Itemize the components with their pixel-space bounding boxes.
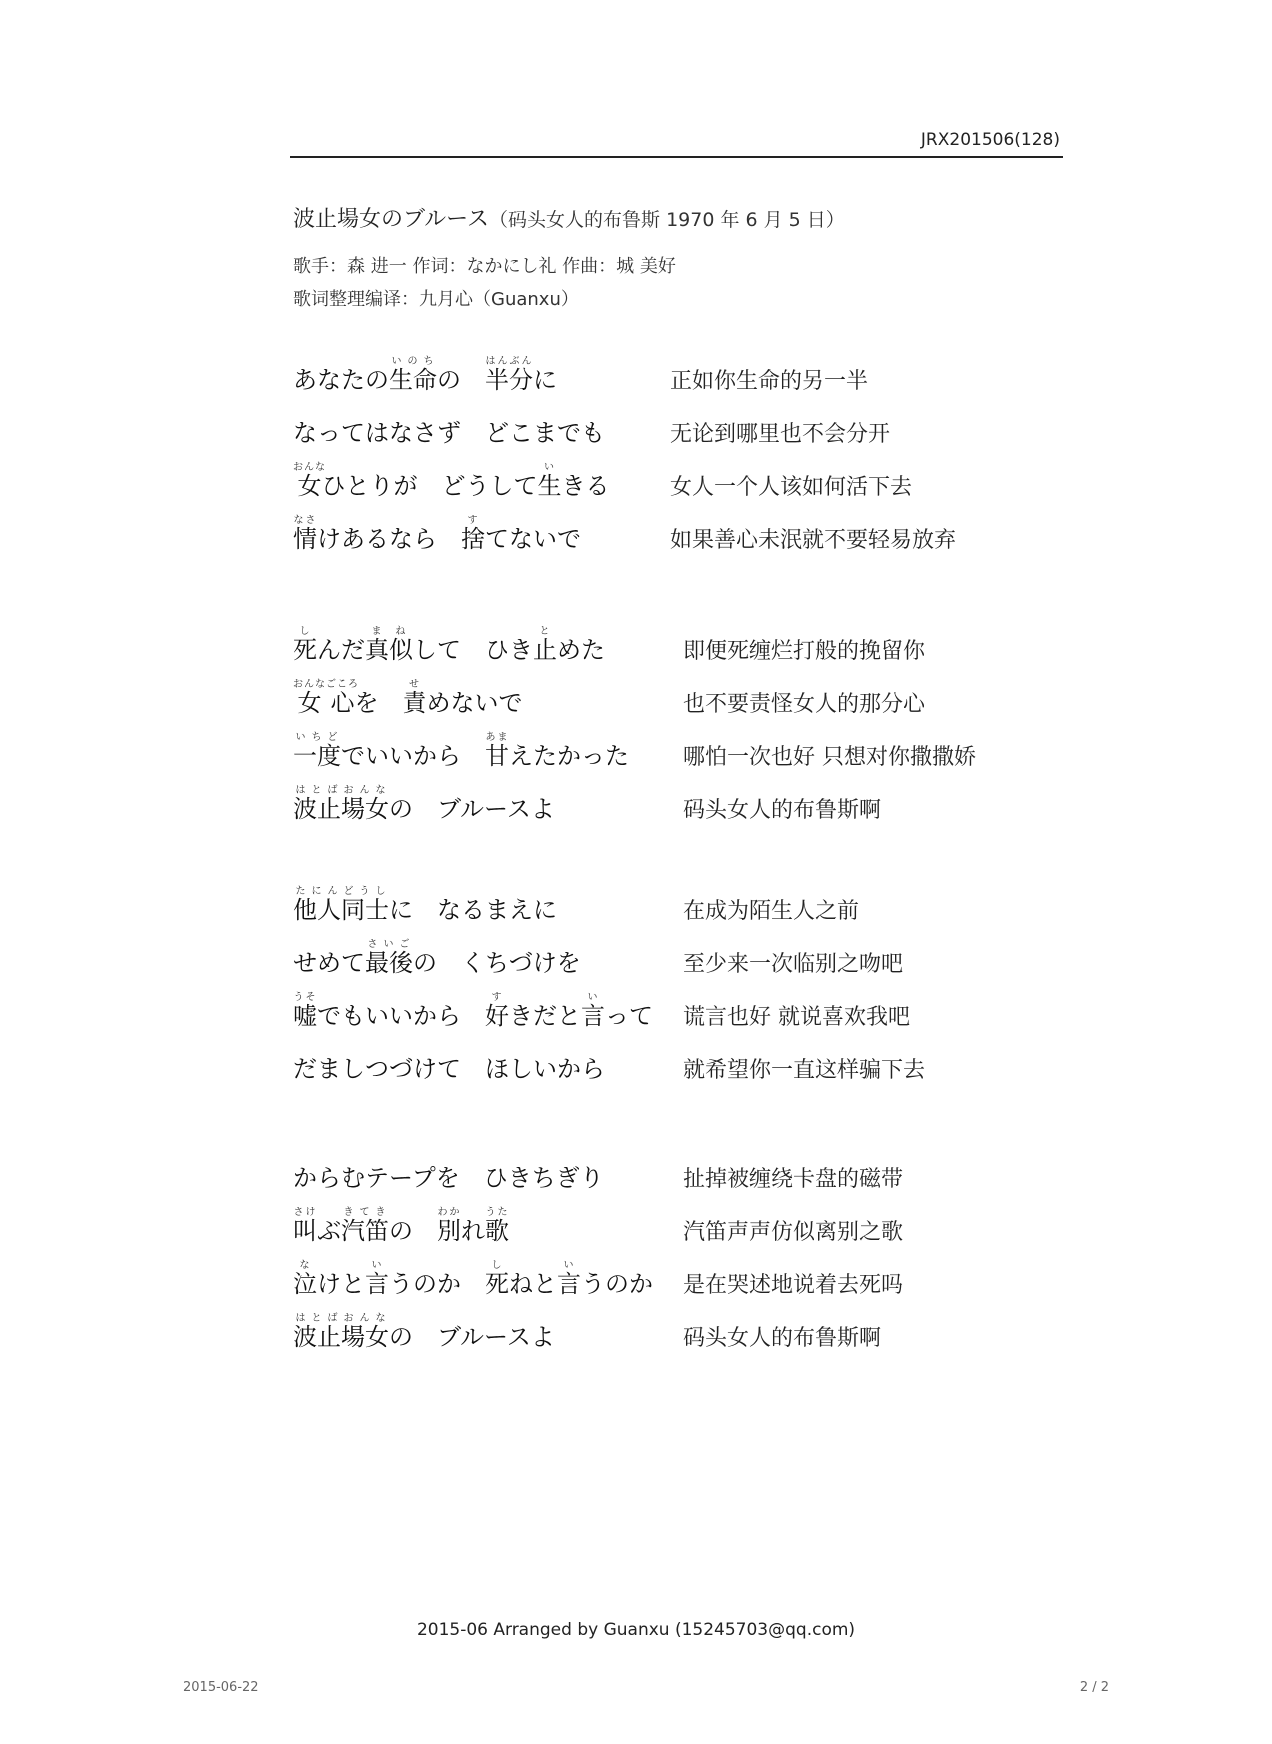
lyric-line	[0, 509, 1272, 562]
lyric-japanese: あなたの生命いのちの 半分はんぶんに	[293, 356, 557, 394]
lyric-chinese: 扯掉被缠绕卡盘的磁带	[683, 1167, 904, 1192]
lyric-japanese: 叫さけぶ汽笛きてきの 別わかれ歌うた	[293, 1207, 509, 1245]
lyric-chinese: 至少来一次临别之吻吧	[683, 952, 904, 977]
lyric-chinese: 女人一个人该如何活下去	[670, 475, 913, 500]
lyric-japanese: 一度いちどでいいから 甘あまえたかった	[293, 732, 629, 770]
lyric-japanese: 嘘うそでもいいから 好すきだと言いって	[293, 992, 653, 1030]
document-code: JRX201506(128)	[920, 130, 1060, 150]
lyric-chinese: 是在哭述地说着去死吗	[683, 1273, 904, 1298]
lyric-chinese: 就希望你一直这样骗下去	[683, 1058, 926, 1083]
lyric-japanese: なってはなさず どこまでも	[293, 419, 605, 447]
song-title	[293, 202, 845, 233]
footer-date: 2015-06-22	[183, 1680, 259, 1695]
lyric-chinese: 如果善心未泯就不要轻易放弃	[670, 528, 957, 553]
lyric-japanese: 女おんなひとりが どうして生いきる	[293, 462, 610, 500]
lyric-chinese: 即便死缠烂打般的挽留你	[683, 639, 926, 664]
lyric-chinese: 无论到哪里也不会分开	[670, 422, 891, 447]
footer-credit: 2015-06 Arranged by Guanxu (15245703@qq.com)	[416, 1620, 856, 1640]
lyric-chinese: 谎言也好 就说喜欢我吧	[683, 1005, 910, 1030]
song-title-main: 波止場女のブルース	[293, 207, 490, 232]
lyric-japanese: せめて最後さいごの くちづけを	[293, 939, 581, 977]
lyric-line	[0, 456, 1272, 509]
page-number: 2 / 2	[1079, 1680, 1109, 1695]
lyric-line	[0, 1254, 1272, 1307]
lyric-line	[0, 880, 1272, 933]
lyric-chinese: 也不要责怪女人的那分心	[683, 692, 926, 717]
lyric-line	[0, 1307, 1272, 1360]
song-title-sub: （码头女人的布鲁斯 1970 年 6 月 5 日）	[489, 209, 845, 231]
lyric-japanese: からむテープを ひきちぎり	[293, 1164, 604, 1192]
lyric-line	[0, 986, 1272, 1039]
lyric-chinese: 汽笛声声仿似离别之歌	[683, 1220, 904, 1245]
lyric-japanese: 泣なけと言いうのか 死しねと言いうのか	[293, 1260, 653, 1298]
lyric-line	[0, 403, 1272, 456]
translator-line: 歌词整理编译：九月心（Guanxu）	[293, 289, 579, 310]
lyric-chinese: 码头女人的布鲁斯啊	[683, 1326, 882, 1351]
lyric-line	[0, 779, 1272, 832]
lyric-japanese: 他人同士たにんどうしに なるまえに	[293, 886, 557, 924]
lyric-chinese: 在成为陌生人之前	[683, 899, 860, 924]
credits-line: 歌手：森 进一 作词：なかにし礼 作曲：城 美好	[293, 256, 676, 277]
lyric-chinese: 哪怕一次也好 只想对你撒撒娇	[683, 745, 976, 770]
lyric-japanese: 女心おんなごころを 責せめないで	[293, 679, 523, 717]
lyric-japanese: 死しんだ真似まねして ひき止とめた	[293, 626, 605, 664]
lyric-line	[0, 1148, 1272, 1201]
lyric-line	[0, 1201, 1272, 1254]
lyric-line	[0, 620, 1272, 673]
header-rule	[290, 156, 1063, 158]
lyric-chinese: 正如你生命的另一半	[670, 369, 869, 394]
lyric-line	[0, 1039, 1272, 1092]
lyric-chinese: 码头女人的布鲁斯啊	[683, 798, 882, 823]
lyric-japanese: 波止場女はとばおんなの ブルースよ	[293, 785, 555, 823]
lyric-japanese: 波止場女はとばおんなの ブルースよ	[293, 1313, 555, 1351]
lyric-line	[0, 673, 1272, 726]
lyric-line	[0, 350, 1272, 403]
lyric-japanese: だましつづけて ほしいから	[293, 1055, 605, 1083]
lyric-line	[0, 726, 1272, 779]
lyric-line	[0, 933, 1272, 986]
lyric-japanese: 情なさけあるなら 捨すてないで	[293, 515, 581, 553]
